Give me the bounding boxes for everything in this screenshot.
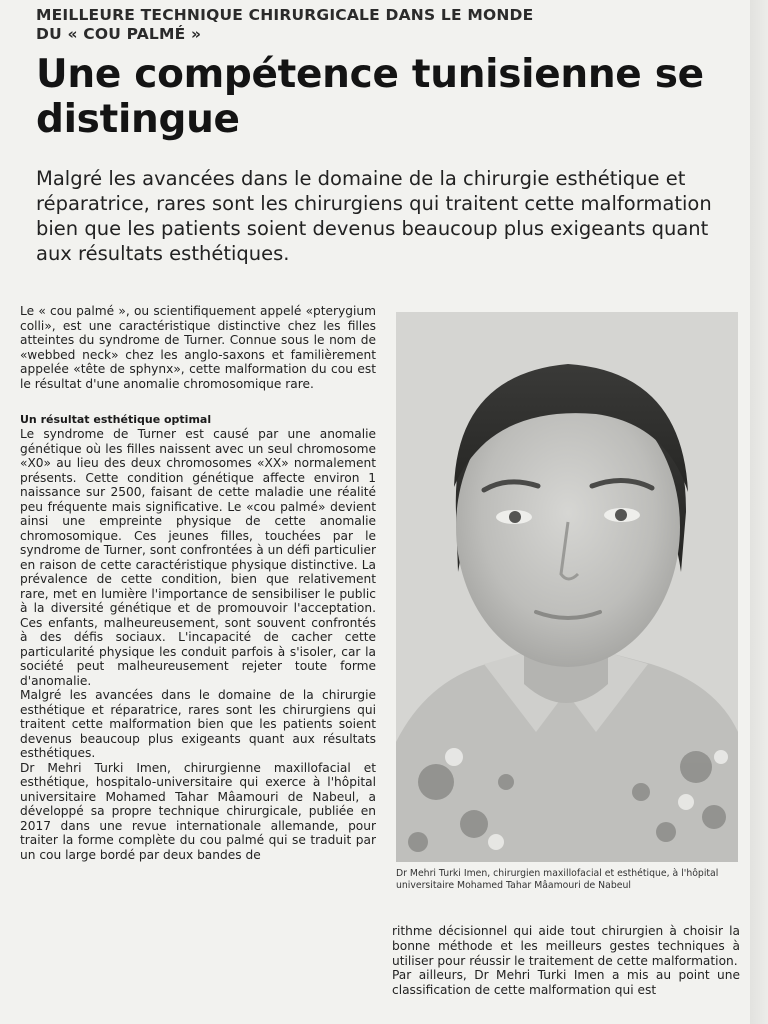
photo-caption: Dr Mehri Turki Imen, chirurgien maxillofacial et esthétique, à l'hôpital universitaire Mohamed Tahar Mâamouri de Nabeul [396, 868, 719, 891]
body-paragraph-2: Malgré les avancées dans le domaine de la chirurgie esthétique et réparatrice, rares sont les chirurgiens qui traitent cette malformation bien que les patients soient devenus beaucoup plus exigeants quant aux résultats esthétiques. [20, 688, 376, 760]
kicker-line-2: DU « COU PALMÉ » [36, 25, 202, 43]
portrait-illustration [396, 312, 738, 862]
page-edge [750, 0, 768, 1024]
intro-paragraph: Le « cou palmé », ou scientifiquement appelé «pterygium colli», est une caractéristique distinctive chez les filles atteintes du syndrome de Turner. Connue sous le nom de «webbed neck» chez les anglo-saxons et familièrement appelée «tête de sphynx», cette malformation du cou est le résultat d'une anomalie chromosomique rare. [20, 304, 376, 391]
body-paragraph-3: Dr Mehri Turki Imen, chirurgienne maxillofacial et esthétique, hospitalo-universitaire qui exerce à l'hôpital universitaire Mohamed Tahar Mâamouri de Nabeul, a développé sa propre technique chirurgicale, publiée en 2017 dans une revue internationale allemande, pour traiter la forme complète du cou palmé qui se traduit par un cou large bordé par deux bandes de [20, 760, 376, 862]
section-subhead: Un résultat esthétique optimal [20, 413, 212, 426]
article-lead: Malgré les avancées dans le domaine de la chirurgie esthétique et réparatrice, rares sont les chirurgiens qui traitent cette malformation bien que les patients soient devenus beaucoup plus exigeants quant aux résultats esthétiques. [36, 167, 712, 265]
portrait-photo [396, 312, 738, 862]
right-paragraph-1: rithme décisionnel qui aide tout chirurgien à choisir la bonne méthode et les meilleurs gestes techniques à utiliser pour réussir le traitement de cette malformation. [392, 924, 740, 968]
right-column [392, 924, 740, 998]
right-paragraph-2: Par ailleurs, Dr Mehri Turki Imen a mis au point une classification de cette malformation qui est [392, 968, 740, 998]
article-kicker [36, 6, 736, 44]
body-paragraph-1: Le syndrome de Turner est causé par une anomalie génétique où les filles naissent avec un seul chromosome «X0» au lieu des deux chromosomes «XX» normalement présents. Cette condition génétique affecte environ 1 naissance sur 2500, faisant de cette maladie une réalité peu fréquente mais significative. Le «cou palmé» devient ainsi une empreinte physique de cette anomalie chromosomique. Ces jeunes filles, touchées par le syndrome de Turner, sont confrontées à un défi particulier en raison de cette caractéristique physique distinctive. La prévalence de cette condition, bien que relativement rare, met en lumière l'importance de sensibiliser le public à la diversité génétique et de promouvoir l'acceptation. Ces enfants, malheureusement, sont souvent confrontés à des défis sociaux. L'incapacité de cacher cette particularité physique les conduit parfois à s'isoler, car la société peut malheureusement rejeter toute forme d'anomalie. [20, 427, 376, 688]
article-title: Une compétence tunisienne se distingue [36, 52, 704, 142]
left-column [20, 304, 376, 862]
kicker-line-1: MEILLEURE TECHNIQUE CHIRURGICALE DANS LE MONDE [36, 6, 534, 24]
